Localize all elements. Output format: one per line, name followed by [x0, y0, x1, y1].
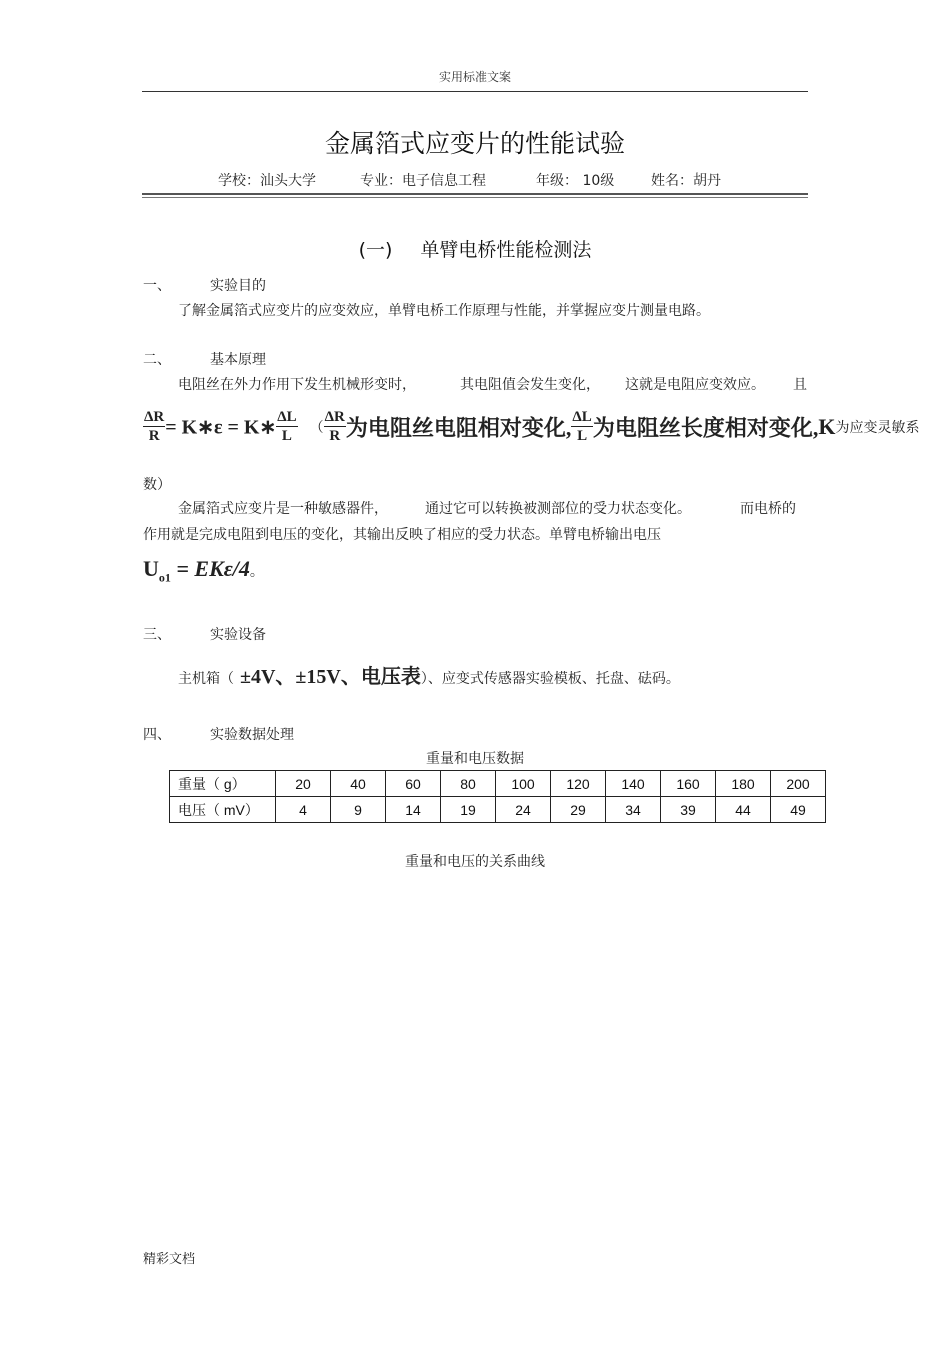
weight-cell: 200	[771, 771, 826, 797]
output-voltage-formula: $U_{o1} = EK\varepsilon/4$。	[143, 556, 264, 585]
formula-paren: （	[309, 421, 324, 436]
data-table	[169, 770, 826, 823]
heading-principle: 基本原理	[210, 352, 266, 368]
page-footer: 精彩文档	[143, 1252, 196, 1267]
voltage-cell: 44	[716, 797, 771, 823]
weight-cell: 20	[276, 771, 331, 797]
principle-line1-a: 电阻丝在外力作用下发生机械形变时，	[178, 377, 416, 393]
principle-p2-a: 金属箔式应变片是一种敏感器件，	[178, 501, 388, 517]
formula-middle: = K∗ε = K∗	[165, 416, 277, 439]
table-caption: 重量和电压数据	[426, 751, 524, 767]
heading-equipment: 实验设备	[210, 627, 266, 643]
weight-cell: 140	[606, 771, 661, 797]
info-major: 专业：电子信息工程	[360, 173, 486, 189]
principle-p2-c: 而电桥的	[740, 501, 796, 517]
section-title-text: 单臂电桥性能检测法	[420, 239, 592, 261]
table-row	[170, 797, 826, 823]
voltage-cell: 9	[331, 797, 386, 823]
weight-cell: 160	[661, 771, 716, 797]
weight-cell: 40	[331, 771, 386, 797]
principle-wrap: 数）	[143, 477, 171, 493]
equipment-line: 主机箱（ ±4V、±15V、电压表）、应变式传感器实验模板、托盘、砝码。	[178, 666, 680, 688]
curve-caption: 重量和电压的关系曲线	[405, 854, 545, 870]
voltage-cell: 4	[276, 797, 331, 823]
section-number: (一)	[358, 239, 393, 261]
voltage-cell: 39	[661, 797, 716, 823]
heading-purpose: 实验目的	[210, 278, 266, 294]
fraction-dl-l-2: $\frac{\Delta L}{L}$	[572, 409, 592, 444]
principle-p2-b: 通过它可以转换被测部位的受力状态变化。	[425, 501, 691, 517]
equipment-power: ±4V、±15V、电压表	[240, 666, 421, 688]
table-row	[170, 771, 826, 797]
info-name: 姓名：胡丹	[651, 173, 721, 189]
voltage-cell: 29	[551, 797, 606, 823]
principle-line1-b: 其电阻值会发生变化，	[460, 377, 600, 393]
section-title	[0, 235, 950, 262]
principle-line1-c: 这就是电阻应变效应。	[625, 377, 765, 393]
purpose-text: 了解金属箔式应变片的应变效应，单臂电桥工作原理与性能，并掌握应变片测量电路。	[178, 303, 710, 319]
heading-number-3: 三、	[143, 627, 171, 643]
strain-formula	[143, 410, 919, 444]
heading-number-2: 二、	[143, 352, 171, 368]
info-grade: 年级： 10级	[536, 173, 615, 189]
principle-line1-d: 且	[793, 377, 807, 393]
heading-data: 实验数据处理	[210, 727, 294, 743]
weight-cell: 180	[716, 771, 771, 797]
formula-desc-resistance: 为电阻丝电阻相对变化,	[345, 415, 572, 441]
row-label-weight: 重量（ g）	[170, 771, 276, 797]
formula-desc-length: 为电阻丝长度相对变化,	[592, 415, 819, 441]
voltage-cell: 14	[386, 797, 441, 823]
formula-k: K	[818, 414, 836, 439]
principle-p3: 作用就是完成电阻到电压的变化，其输出反映了相应的受力状态。单臂电桥输出电压	[143, 527, 661, 543]
voltage-cell: 24	[496, 797, 551, 823]
row-label-voltage: 电压（ mV）	[170, 797, 276, 823]
fraction-dr-r-2: $\frac{\Delta R}{R}$	[324, 409, 345, 444]
title-divider	[142, 193, 808, 198]
weight-cell: 120	[551, 771, 606, 797]
fraction-dl-l: $\frac{\Delta L}{L}$	[277, 409, 297, 444]
info-school: 学校：汕头大学	[218, 173, 316, 189]
weight-cell: 100	[496, 771, 551, 797]
header-divider	[142, 91, 808, 92]
fraction-dr-r: $\frac{\Delta R}{R}$	[144, 409, 165, 444]
weight-cell: 80	[441, 771, 496, 797]
voltage-cell: 34	[606, 797, 661, 823]
voltage-cell: 19	[441, 797, 496, 823]
heading-number-4: 四、	[143, 727, 171, 743]
document-title: 金属箔式应变片的性能试验	[324, 129, 625, 158]
page-header: 实用标准文案	[438, 70, 511, 84]
formula-tail: 为应变灵敏系	[835, 420, 920, 436]
voltage-cell: 49	[771, 797, 826, 823]
heading-number-1: 一、	[143, 278, 171, 294]
weight-cell: 60	[386, 771, 441, 797]
